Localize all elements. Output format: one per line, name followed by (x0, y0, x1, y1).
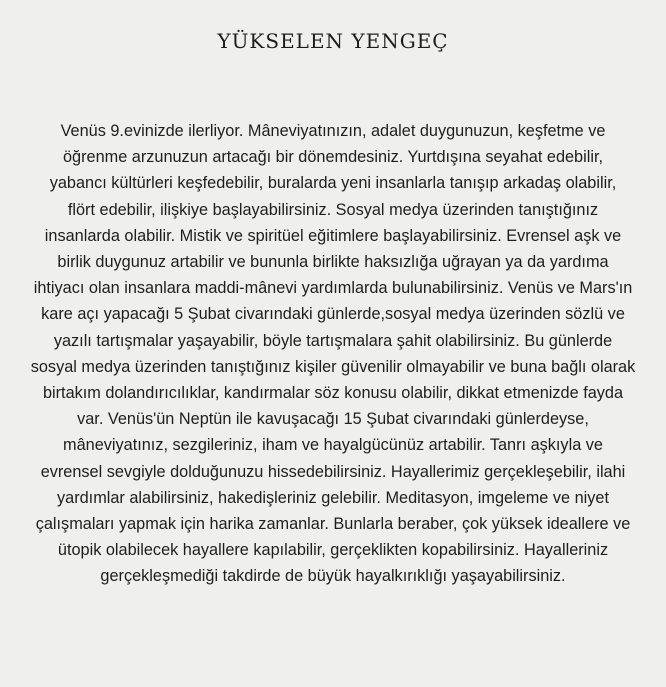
paragraph-line: ihtiyacı olan insanlara maddi-mânevi yardımlarda bulunabilirsiniz. Venüs ve Mars'ın (33, 279, 633, 298)
page-title: YÜKSELEN YENGEÇ (217, 29, 449, 53)
paragraph-line: yazılı tartışmalar yaşayabilir, böyle tartışmalara şahit olabilirsiniz. Bu günlerde (53, 331, 613, 350)
paragraph-line: çalışmaları yapmak için harika zamanlar. Bunlarla beraber, çok yüksek ideallere ve (35, 515, 631, 534)
paragraph-line: insanlarda olabilir. Mistik ve spiritüel eğitimlere başlayabilirsiniz. Evrensel aşk ve (44, 226, 622, 245)
paragraph-line: yardımlar alabilirsiniz, hakedişleriniz gelebilir. Meditasyon, imgeleme ve niyet (57, 488, 609, 507)
paragraph-line: sosyal medya üzerinden tanıştığınız kişiler güvenilir olmayabilir ve buna bağlı olarak (30, 357, 636, 376)
paragraph-line: mâneviyatınız, sezgileriniz, iham ve hayalgücünüz artabilir. Tanrı aşkıyla ve (63, 436, 603, 455)
paragraph-line: ütopik olabilecek hayallere kapılabilir, gerçeklikten kopabilirsiniz. Hayalleriniz (57, 541, 609, 560)
paragraph-line: yabancı kültürleri keşfedebilir, buralarda yeni insanlarla tanışıp arkadaş olabilir, (49, 174, 617, 193)
paragraph-line: kare açı yapacağı 5 Şubat civarındaki günlerde,sosyal medya üzerinden sözlü ve (41, 305, 625, 324)
paragraph-line: birlik duygunuz artabilir ve bununla birlikte haksızlığa uğrayan ya da yardıma (57, 253, 609, 272)
paragraph-line: Venüs 9.evinizde ilerliyor. Mâneviyatınızın, adalet duygunuzun, keşfetme ve (60, 122, 606, 140)
paragraph-line: gerçekleşmediği takdirde de büyük hayalkırıklığı yaşayabilirsiniz. (100, 567, 566, 586)
paragraph-line: var. Venüs'ün Neptün ile kavuşacağı 15 Şubat civarındaki günlerdeyse, (77, 410, 589, 429)
paragraph-line: öğrenme arzunuzun artacağı bir dönemdesiniz. Yurtdışına seyahat edebilir, (62, 148, 604, 167)
paragraph-line: evrensel sevgiyle dolduğunuzu hissedebilirsiniz. Hayallerimiz gerçekleşebilir, ilahi (40, 462, 626, 481)
paragraph-line: birtakım dolandırıcılıklar, kandırmalar söz konusu olabilir, dikkat etmenizde fayda (42, 384, 624, 403)
horoscope-paragraph (10, 118, 656, 590)
paragraph-line: flört edebilir, ilişkiye başlayabilirsiniz. Sosyal medya üzerinden tanıştığınız (67, 200, 599, 219)
